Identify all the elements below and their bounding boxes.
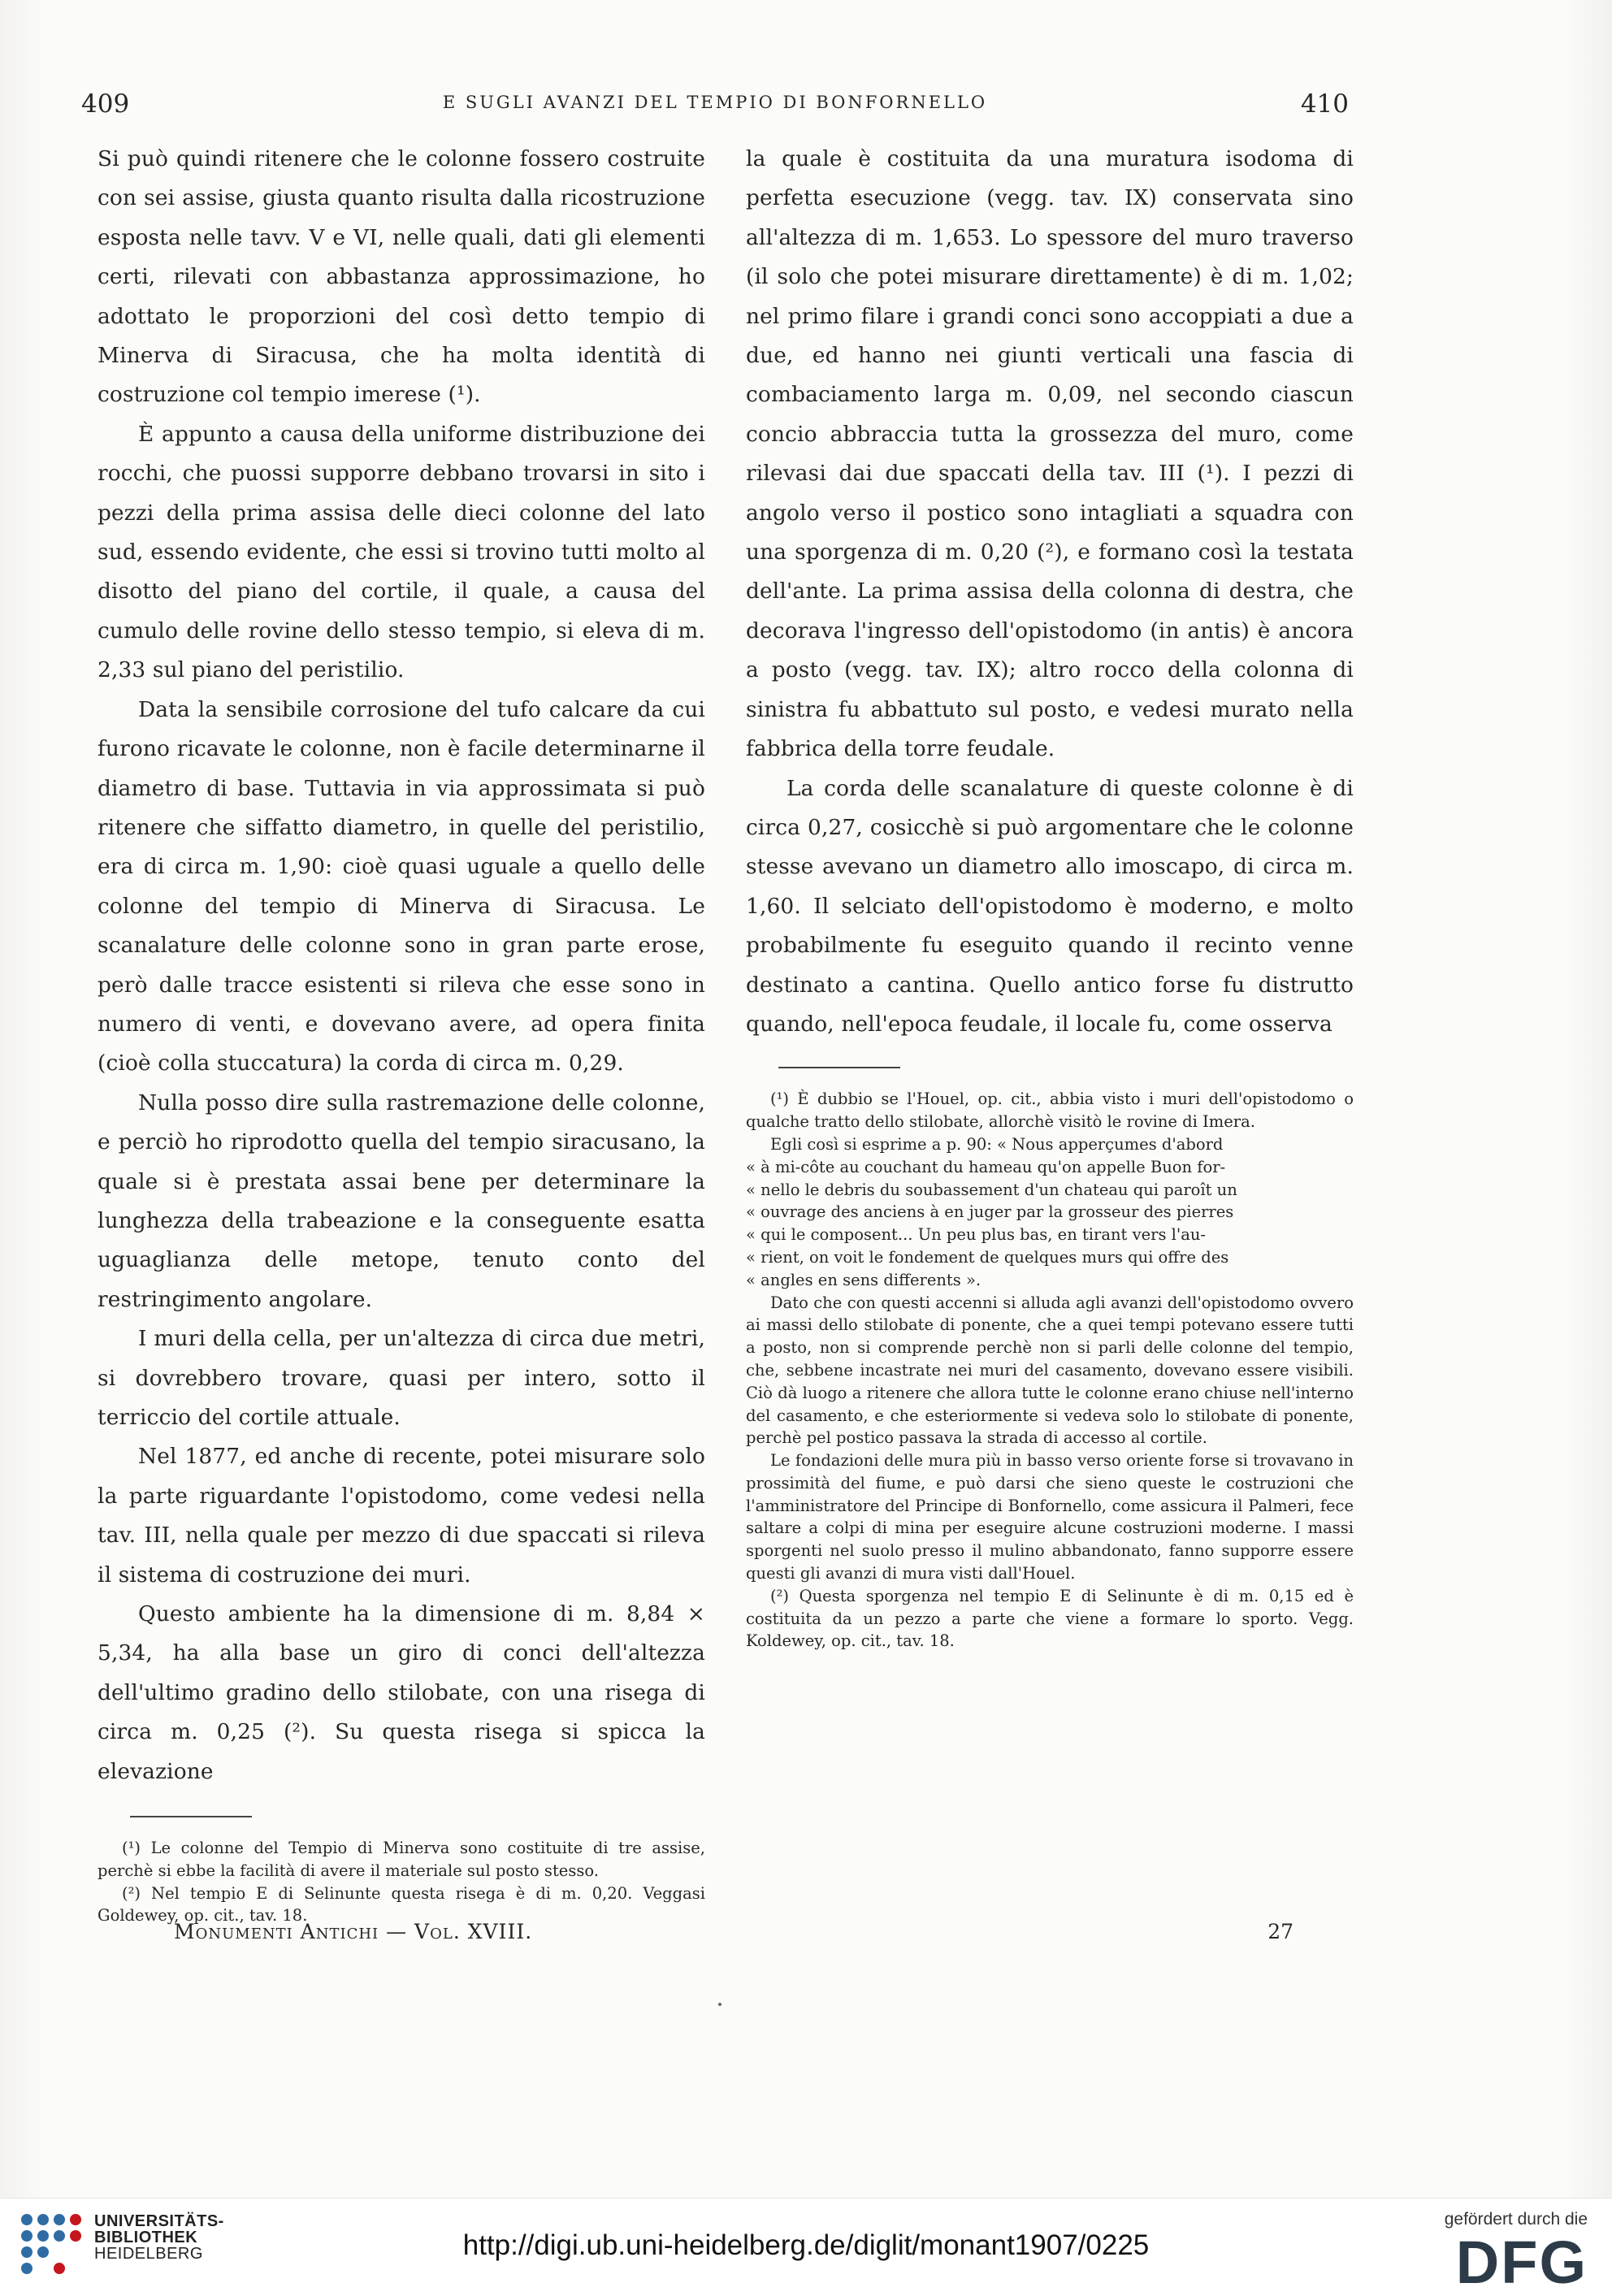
paragraph: Questo ambiente ha la dimensione di m. 8,84 × 5,34, ha alla base un giro di conci dell'altezza dell'ultimo gradino dello stilobate, con una risega di circa m. 0,25 (²). Su questa risega si spicca la elevazione bbox=[98, 1601, 705, 1784]
library-name-line: HEIDELBERG bbox=[94, 2245, 203, 2263]
funding-caption: gefördert durch die bbox=[1444, 2210, 1588, 2229]
footnote-quote-line: « rient, on voit le fondement de quelques murs qui offre des bbox=[746, 1247, 1229, 1267]
footnote: (¹) È dubbio se l'Houel, op. cit., abbia visto i muri dell'opistodomo o qualche tratto dello stilobate, allorchè visitò le rovine di Imera. bbox=[746, 1090, 1354, 1132]
footnote: (¹) Le colonne del Tempio di Minerva sono costituite di tre assise, perchè si ebbe la facilità di avere il materiale sul posto stesso. bbox=[98, 1839, 705, 1880]
left-footnotes bbox=[98, 1837, 705, 1927]
paragraph: Nulla posso dire sulla rastremazione delle colonne, e perciò ho riprodotto quella del tempio siracusano, la quale si è prestata assai bene per determinare la lunghezza della trabeazione e la conseguente esatta uguaglianza delle metope, tenuto conto del restringimento angolare. bbox=[98, 1090, 705, 1312]
right-body-text bbox=[746, 140, 1354, 1044]
page-number-left: 409 bbox=[81, 89, 130, 119]
footnote: Dato che con questi accenni si alluda agli avanzi dell'opistodomo ovvero ai massi dello stilobate di ponente, che a quei tempi potevano essere tutti a posto, non si comprende perchè non si parli delle colonne del tempio, che, sebbene incastrate nei muri del casamento, dovevano essere visibili. Ciò dà luogo a ritenere che allora tutte le colonne erano chiuse nell'interno del casamento, e che esteriormente si vedeva solo lo stilobate di ponente, perchè pel postico passava la strada di accesso al cortile. bbox=[746, 1293, 1354, 1448]
running-title: E SUGLI AVANZI DEL TEMPIO DI BONFORNELLO bbox=[442, 93, 988, 112]
footnote-rule bbox=[778, 1067, 900, 1068]
sheet-number: 27 bbox=[1268, 1920, 1294, 1943]
paragraph: I muri della cella, per un'altezza di circa due metri, si dovrebbero trovare, quasi per intero, sotto il terriccio del cortile attuale. bbox=[98, 1326, 705, 1430]
footnote: Le fondazioni delle mura più in basso verso oriente forse si trovavano in prossimità del fiume, e può darsi che sieno queste le costruzioni che l'amministratore del Principe di Bonfornello, come assicura il Palmeri, fece saltare a colpi di mina per eseguire alcune costruzioni moderne. I massi sporgenti nel suolo presso il mulino abbandonato, fanno supporre essere questi gli avanzi di mura visti dall'Houel. bbox=[746, 1451, 1354, 1583]
permalink-url[interactable]: http://digi.ub.uni-heidelberg.de/diglit/monant1907/0225 bbox=[462, 2229, 1150, 2261]
footnote-rule bbox=[130, 1816, 252, 1817]
footnote-quote-line: « ouvrage des anciens à en juger par la grosseur des pierres bbox=[746, 1202, 1234, 1222]
footnote-quote-line: Egli così si esprime a p. 90: « Nous apperçumes d'abord bbox=[770, 1134, 1224, 1154]
footnote: (²) Nel tempio E di Selinunte questa risega è di m. 0,20. Veggasi Goldewey, op. cit., tav. 18. bbox=[98, 1883, 705, 1926]
footnote-quote-line: « angles en sens differents ». bbox=[746, 1270, 982, 1289]
page-footer bbox=[174, 1920, 1294, 1949]
paragraph: È appunto a causa della uniforme distribuzione dei rocchi, che puossi supporre debbano trovarsi in sito i pezzi della prima assisa delle dieci colonne del lato sud, essendo evidente, che essi si trovino tutti molto al disotto del piano del cortile, il quale, a causa del cumulo delle rovine dello stesso tempio, si eleva di m. 2,33 sul piano del peristilio. bbox=[98, 421, 705, 683]
paragraph: Nel 1877, ed anche di recente, potei misurare solo la parte riguardante l'opistodomo, come vedesi nella tav. III, nella quale per mezzo di due spaccati si rileva il sistema di costruzione dei muri. bbox=[98, 1444, 705, 1588]
running-head bbox=[81, 89, 1349, 130]
library-name-line: BIBLIOTHEK bbox=[94, 2229, 198, 2246]
footnote-quote-line: « à mi-côte au couchant du hameau qu'on appelle Buon for- bbox=[746, 1157, 1226, 1176]
paragraph: la quale è costituita da una muratura isodoma di perfetta esecuzione (vegg. tav. IX) conservata sino all'altezza di m. 1,653. Lo spessore del muro traverso (il solo che potei misurare direttamente) è di m. 1,02; nel primo filare i grandi conci sono accoppiati a due a due, ed hanno nei giunti verticali una fascia di combaciamento larga m. 0,09, nel secondo ciascun concio abbraccia tutta la grossezza del muro, come rilevasi dai due spaccati della tav. III (¹). I pezzi di angolo verso il postico sono intagliati a squadra con una sporgenza di m. 0,20 (²), e formano così la testata dell'ante. La prima assisa della colonna di destra, che decorava l'ingresso dell'opistodomo (in antis) è ancora a posto (vegg. tav. IX); altro rocco della colonna di sinistra fu abbattuto sul posto, e vedesi murato nella fabbrica della torre feudale. bbox=[746, 146, 1354, 762]
footnote-quote-line: « qui le composent... Un peu plus bas, en tirant vers l'au- bbox=[746, 1225, 1207, 1245]
right-footnotes bbox=[746, 1088, 1354, 1653]
footnote: (²) Questa sporgenza nel tempio E di Selinunte è di m. 0,15 ed è costituita da un pezzo a parte che viene a formare lo sporto. Vegg. Koldewey, op. cit., tav. 18. bbox=[746, 1586, 1354, 1651]
dfg-logo: DFG bbox=[1455, 2229, 1588, 2296]
page-number-right: 410 bbox=[1300, 89, 1349, 119]
right-column bbox=[746, 140, 1354, 1653]
footnote-quote-line: « nello le debris du soubassement d'un chateau qui paroît un bbox=[746, 1180, 1237, 1199]
printing-speck bbox=[718, 2003, 722, 2006]
left-body-text bbox=[98, 140, 705, 1791]
paragraph: Data la sensibile corrosione del tufo calcare da cui furono ricavate le colonne, non è facile determinarne il diametro di base. Tuttavia in via approssimata si può ritenere che siffatto diametro, in quelle del peristilio, era di circa m. 1,90: cioè quasi uguale a quello delle colonne del tempio di Minerva di Siracusa. Le scanalature delle colonne sono in gran parte erose, però dalle tracce esistenti si rileva che esse sono in numero di venti, e dovevano avere, ad opera finita (cioè colla stuccatura) la corda di circa m. 0,29. bbox=[98, 696, 705, 1077]
left-column bbox=[98, 140, 705, 1927]
paragraph: Si può quindi ritenere che le colonne fossero costruite con sei assise, giusta quanto risulta dalla ricostruzione esposta nelle tavv. V e VI, nelle quali, dati gli elementi certi, rilevati con abbastanza approssimazione, ho adottato le proporzioni del così detto tempio di Minerva di Siracusa, che ha molta identità di costruzione col tempio imerese (¹). bbox=[98, 146, 705, 408]
signature-mark: Monumenti Antichi — Vol. XVIII. bbox=[174, 1920, 533, 1943]
library-name-line: UNIVERSITÄTS- bbox=[94, 2212, 224, 2230]
paragraph: La corda delle scanalature di queste colonne è di circa 0,27, cosicchè si può argomentare che le colonne stesse avevano un diametro allo imoscapo, di circa m. 1,60. Il selciato dell'opistodomo è moderno, e molto probabilmente fu eseguito quando il recinto venne destinato a cantina. Quello antico forse fu distrutto quando, nell'epoca feudale, il locale fu, come osserva bbox=[746, 775, 1354, 1037]
